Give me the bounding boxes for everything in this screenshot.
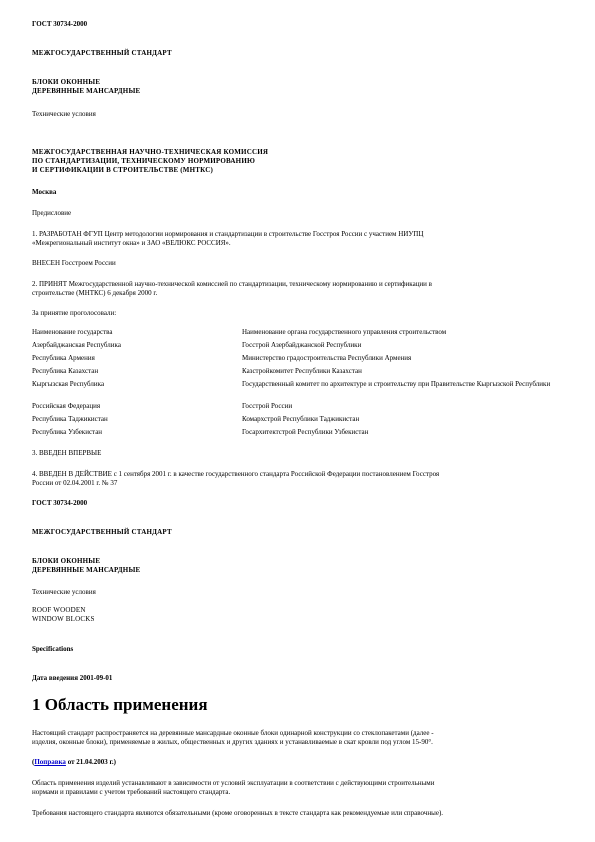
table-header-state: Наименование государства: [32, 328, 113, 336]
table-cell-state: Республика Армения: [32, 354, 95, 362]
table-header-body: Наименование органа государственного управления строительством: [242, 328, 447, 336]
english-specifications: Specifications: [32, 645, 74, 653]
adopted-line-2: строительстве (МНТКС) 6 декабря 2000 г.: [32, 289, 158, 297]
interstate-standard-label-2: МЕЖГОСУДАРСТВЕННЫЙ СТАНДАРТ: [32, 528, 172, 536]
foreword-heading: Предисловие: [32, 209, 72, 217]
table-cell-state: Республика Казахстан: [32, 367, 99, 375]
table-cell-body: Госстрой Азербайджанской Республики: [242, 341, 362, 349]
table-cell-body: Госархитектстрой Республики Узбекистан: [242, 428, 369, 436]
scope-line-1: Настоящий стандарт распространяется на деревянные мансардные оконные блоки одинарной конструкции со стеклопакетами (далее -: [32, 729, 434, 737]
english-title-line-2: WINDOW BLOCKS: [32, 615, 95, 623]
table-cell-body: Министерство градостроительства Республики Армения: [242, 354, 412, 362]
section-heading: 1 Область применения: [32, 695, 208, 714]
developed-by-line-2: «Межрегиональный институт окна» и ЗАО «ВЕЛЮКС РОССИЯ».: [32, 239, 231, 247]
table-cell-state: Кыргызская Республика: [32, 380, 105, 388]
table-cell-body: Госстрой России: [242, 402, 293, 410]
first-introduced: 3. ВВЕДЕН ВПЕРВЫЕ: [32, 449, 102, 457]
commission-line-2: ПО СТАНДАРТИЗАЦИИ, ТЕХНИЧЕСКОМУ НОРМИРОВАНИЮ: [32, 157, 256, 165]
requirements-note: Требования настоящего стандарта являются обязательными (кроме оговоренных в тексте стандарта как рекомендуемые или справочные).: [32, 809, 444, 817]
table-cell-state: Азербайджанская Республика: [32, 341, 121, 349]
table-row: [32, 402, 572, 415]
table-row: [32, 354, 572, 367]
table-cell-state: Республика Таджикистан: [32, 415, 108, 423]
amendment-open-paren: (: [32, 758, 35, 766]
table-cell-state: Российская Федерация: [32, 402, 101, 410]
effective-line-1: 4. ВВЕДЕН В ДЕЙСТВИЕ с 1 сентября 2001 г. в качестве государственного стандарта Российской Федерации постановлением Госстроя: [32, 470, 440, 478]
document-title-2-line-1: БЛОКИ ОКОННЫЕ: [32, 557, 101, 565]
english-title-line-1: ROOF WOODEN: [32, 606, 86, 614]
document-title-2-line-2: ДЕРЕВЯННЫЕ МАНСАРДНЫЕ: [32, 566, 141, 574]
document-subtitle-2: Технические условия: [32, 588, 96, 596]
interstate-standard-label: МЕЖГОСУДАРСТВЕННЫЙ СТАНДАРТ: [32, 49, 172, 57]
document-title-line-2: ДЕРЕВЯННЫЕ МАНСАРДНЫЕ: [32, 87, 141, 95]
amendment-note: [32, 758, 116, 767]
document-subtitle: Технические условия: [32, 110, 96, 118]
table-cell-state: Республика Узбекистан: [32, 428, 103, 436]
table-cell-body: Государственный комитет по архитектуре и строительству при Правительстве Кыргызской Республики: [242, 380, 551, 388]
commission-line-3: И СЕРТИФИКАЦИИ В СТРОИТЕЛЬСТВЕ (МНТКС): [32, 166, 214, 174]
effective-line-2: России от 02.04.2001 г. № 37: [32, 479, 118, 487]
standard-code: ГОСТ 30734-2000: [32, 20, 88, 28]
table-row: [32, 415, 572, 428]
table-header-row: [32, 328, 572, 341]
table-cell-body: Комархстрой Республики Таджикистан: [242, 415, 360, 423]
table-row: [32, 428, 572, 441]
scope-line-2: изделия, оконные блоки), применяемые в жилых, общественных и других зданиях и устанавливаемые в скат кровли под углом 15-90°.: [32, 738, 433, 746]
table-cell-body: Казстройкомитет Республики Казахстан: [242, 367, 362, 375]
usage-line-1: Область применения изделий устанавливают в зависимости от условий эксплуатации в соответствии с действующими строительными: [32, 779, 435, 787]
amendment-link[interactable]: Поправка: [34, 758, 66, 766]
table-row: [32, 367, 572, 380]
introduced-by: ВНЕСЕН Госстроем России: [32, 259, 116, 267]
adopted-line-1: 2. ПРИНЯТ Межгосударственной научно-технической комиссией по стандартизации, техническому нормированию и сертификации в: [32, 280, 432, 288]
document-title-line-1: БЛОКИ ОКОННЫЕ: [32, 78, 101, 86]
commission-line-1: МЕЖГОСУДАРСТВЕННАЯ НАУЧНО-ТЕХНИЧЕСКАЯ КОМИССИЯ: [32, 148, 269, 156]
standard-code-2: ГОСТ 30734-2000: [32, 499, 88, 507]
usage-line-2: нормами и правилами с учетом требований настоящего стандарта.: [32, 788, 231, 796]
voting-table: [32, 328, 572, 441]
amendment-date: от 21.04.2003 г.): [65, 758, 117, 766]
voted-label: За принятие проголосовали:: [32, 309, 117, 317]
city: Москва: [32, 188, 57, 196]
table-row: [32, 341, 572, 354]
developed-by-line-1: 1. РАЗРАБОТАН ФГУП Центр методологии нормирования и стандартизации в строительстве Госстроя России с участием НИУПЦ: [32, 230, 424, 238]
table-row: [32, 380, 572, 402]
introduction-date: Дата введения 2001-09-01: [32, 674, 113, 682]
